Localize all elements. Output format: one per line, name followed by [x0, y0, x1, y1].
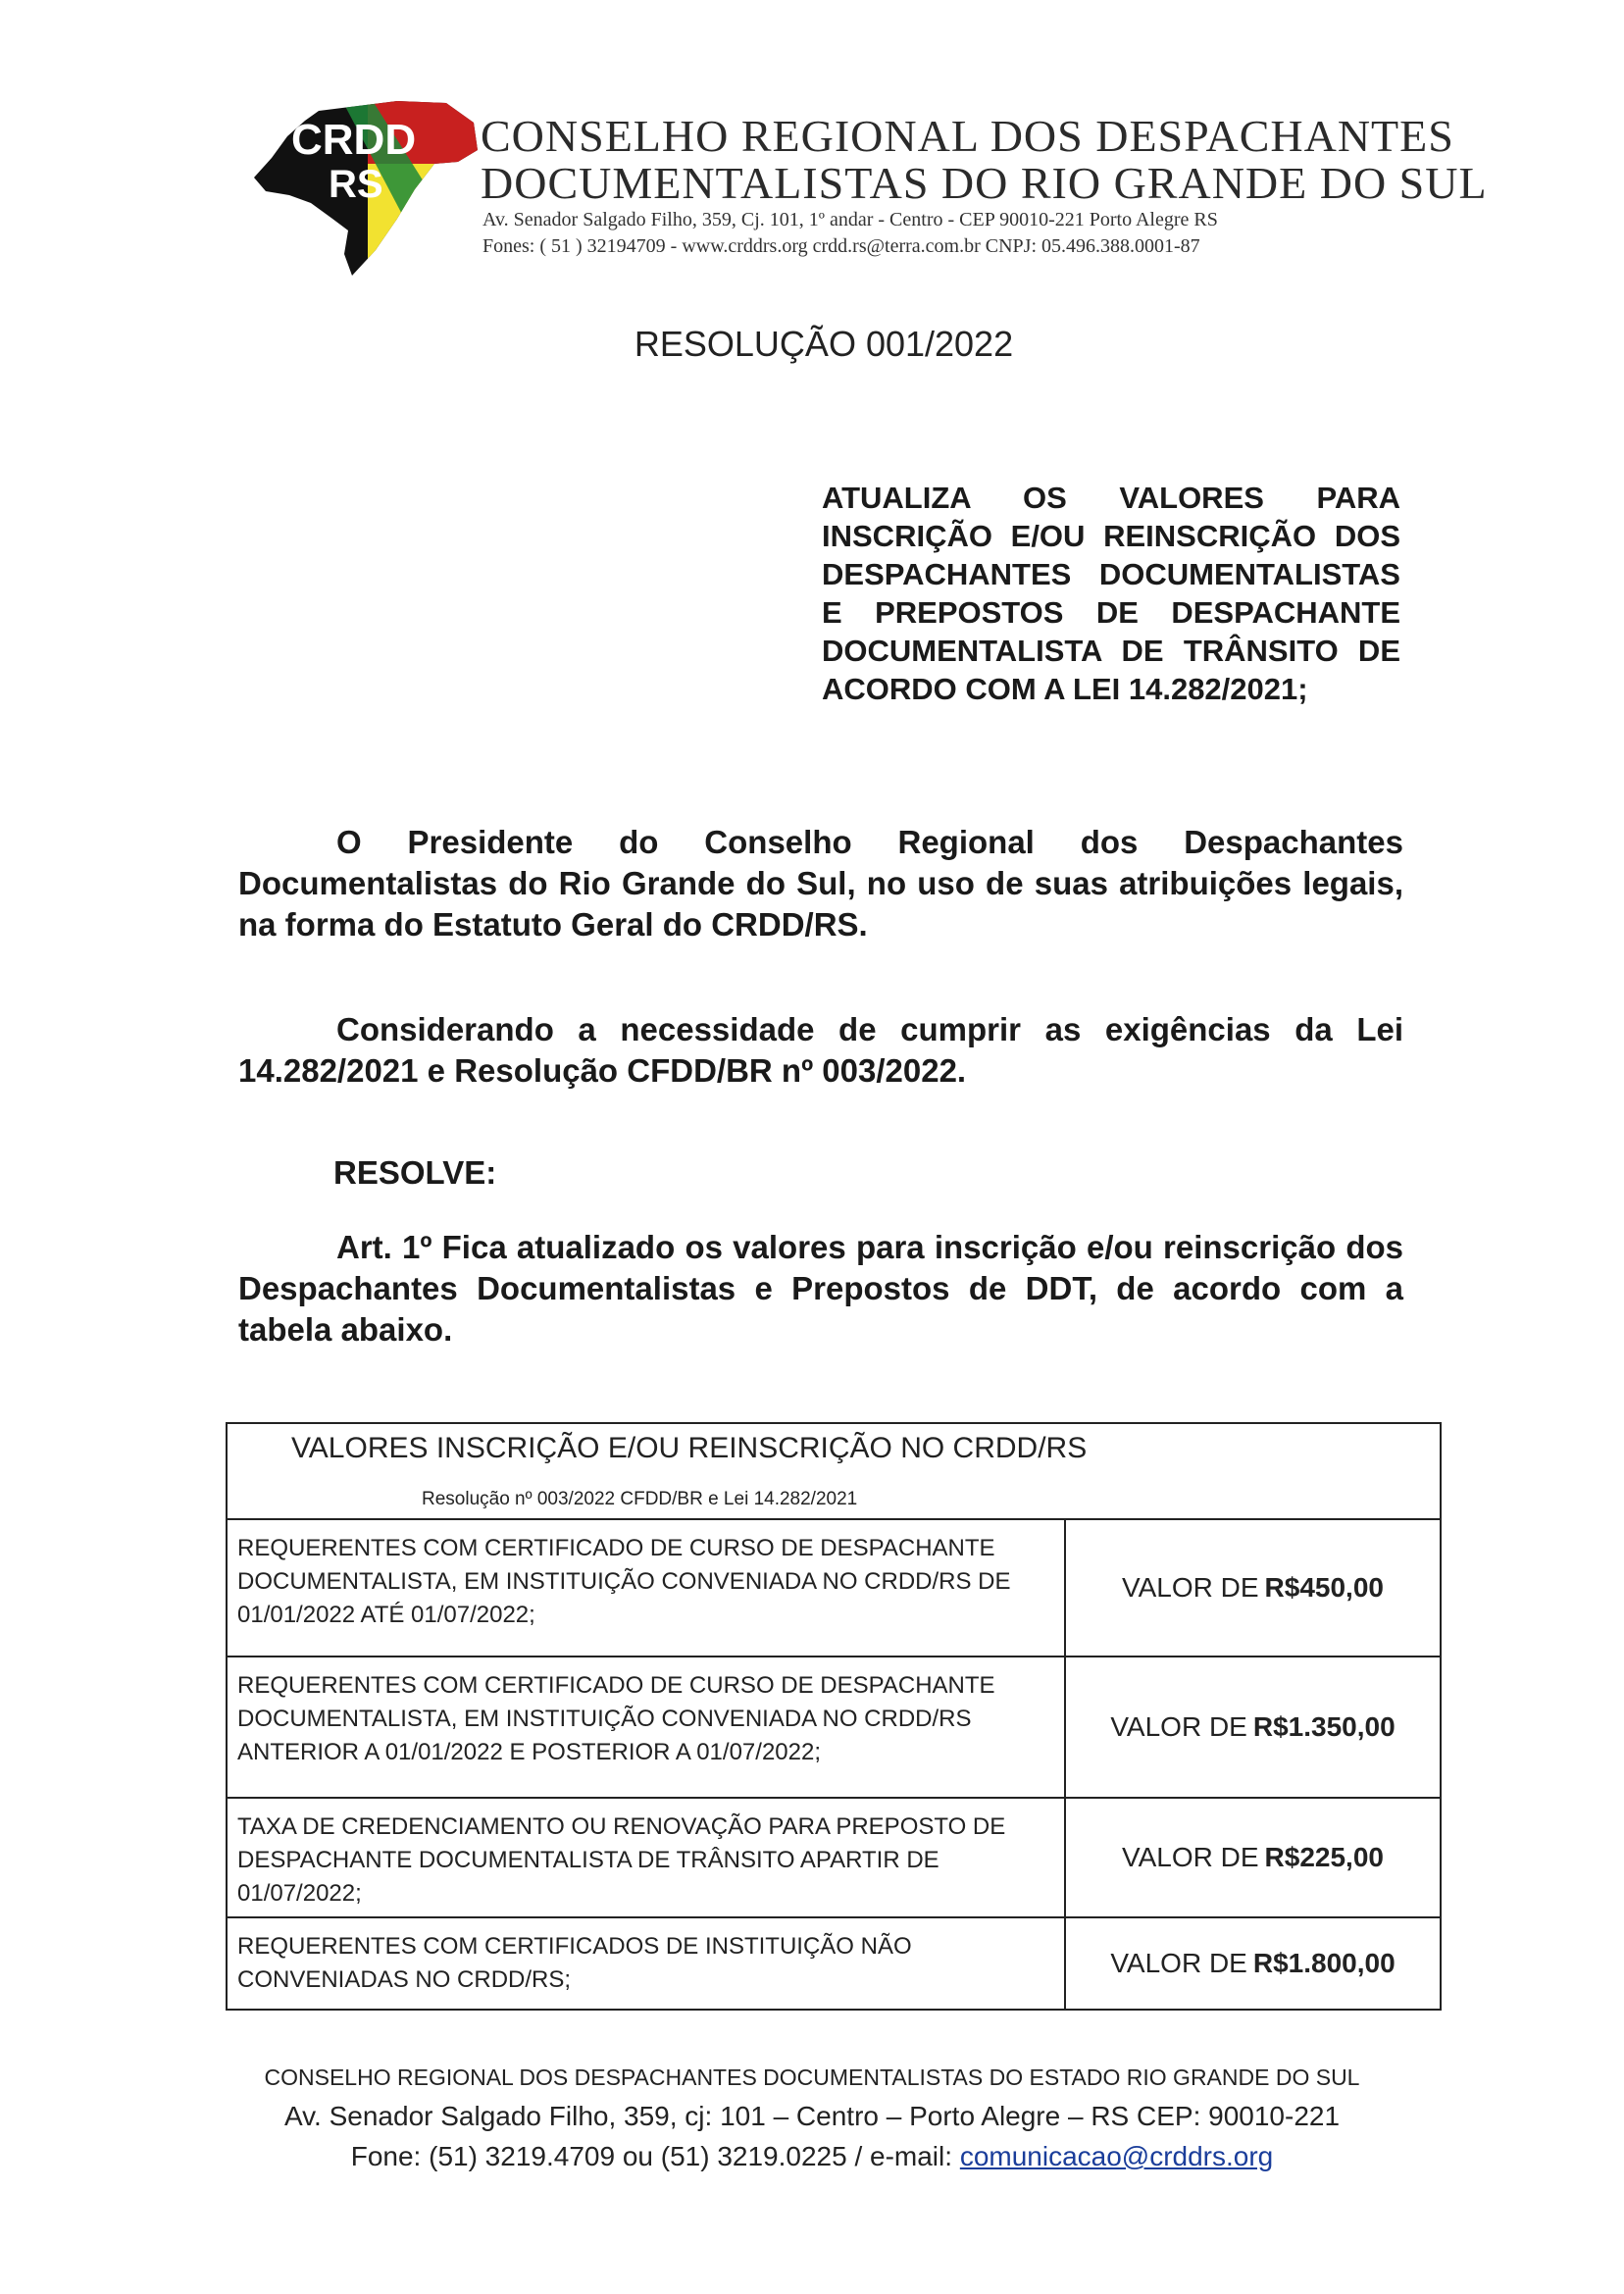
table-row — [228, 1799, 1440, 1918]
row-value-amount: R$1.800,00 — [1252, 1948, 1396, 1978]
row-value-prefix: VALOR DE — [1122, 1842, 1259, 1872]
row-value-prefix: VALOR DE — [1110, 1948, 1247, 1978]
row-value — [1066, 1520, 1440, 1656]
crdd-rs-logo — [250, 93, 485, 280]
row-value — [1066, 1799, 1440, 1916]
letterhead-name-line2: DOCUMENTALISTAS DO RIO GRANDE DO SUL — [481, 158, 1488, 208]
paragraph-considerando — [238, 1009, 1403, 1092]
letterhead-name-line1: CONSELHO REGIONAL DOS DESPACHANTES — [481, 111, 1454, 161]
table-row — [228, 1918, 1440, 2009]
row-description: REQUERENTES COM CERTIFICADO DE CURSO DE DESPACHANTE DOCUMENTALISTA, EM INSTITUIÇÃO CONVENIADA NO CRDD/RS DE 01/01/2022 ATÉ 01/07/2022; — [228, 1520, 1066, 1656]
fees-table-title: VALORES INSCRIÇÃO E/OU REINSCRIÇÃO NO CRDD/RS — [291, 1432, 1088, 1464]
row-value-amount: R$450,00 — [1264, 1572, 1384, 1603]
paragraph-preamble — [238, 822, 1403, 945]
letterhead-address: Av. Senador Salgado Filho, 359, Cj. 101, 1º andar - Centro - CEP 90010-221 Porto Alegre RS — [482, 209, 1218, 230]
row-value-prefix: VALOR DE — [1122, 1572, 1259, 1603]
fees-table — [226, 1422, 1442, 2011]
row-description: TAXA DE CREDENCIAMENTO OU RENOVAÇÃO PARA PREPOSTO DE DESPACHANTE DOCUMENTALISTA DE TRÂNSITO APARTIR DE 01/07/2022; — [228, 1799, 1066, 1916]
paragraph-article-1-text: Art. 1º Fica atualizado os valores para inscrição e/ou reinscrição dos Despachantes Documentalistas e Prepostos de DDT, de acordo com a tabela abaixo. — [238, 1229, 1403, 1348]
row-value — [1066, 1918, 1440, 2009]
paragraph-considerando-text: Considerando a necessidade de cumprir as exigências da Lei 14.282/2021 e Resolução CFDD/BR nº 003/2022. — [238, 1011, 1403, 1089]
footer-email-link[interactable]: comunicacao@crddrs.org — [959, 2141, 1274, 2171]
row-value-prefix: VALOR DE — [1110, 1711, 1247, 1742]
table-row — [228, 1520, 1440, 1657]
row-value-amount: R$225,00 — [1264, 1842, 1384, 1872]
footer-contact — [0, 2141, 1624, 2172]
letterhead-contact: Fones: ( 51 ) 32194709 - www.crddrs.org crdd.rs@terra.com.br CNPJ: 05.496.388.0001-87 — [482, 235, 1200, 257]
document-title-text: RESOLUÇÃO 001/2022 — [634, 324, 1014, 364]
document-title — [0, 324, 1624, 365]
paragraph-resolve: RESOLVE: — [333, 1154, 497, 1191]
footer-address: Av. Senador Salgado Filho, 359, cj: 101 – Centro – Porto Alegre – RS CEP: 90010-221 — [283, 2101, 1341, 2131]
row-value-amount: R$1.350,00 — [1252, 1711, 1396, 1742]
row-description: REQUERENTES COM CERTIFICADO DE CURSO DE DESPACHANTE DOCUMENTALISTA, EM INSTITUIÇÃO CONVENIADA NO CRDD/RS ANTERIOR A 01/01/2022 E POSTERIOR A 01/07/2022; — [228, 1657, 1066, 1797]
row-description: REQUERENTES COM CERTIFICADOS DE INSTITUIÇÃO NÃO CONVENIADAS NO CRDD/RS; — [228, 1918, 1066, 2009]
footer-phones: Fone: (51) 3219.4709 ou (51) 3219.0225 / e-mail: — [350, 2141, 960, 2171]
footer-org-name: CONSELHO REGIONAL DOS DESPACHANTES DOCUMENTALISTAS DO ESTADO RIO GRANDE DO SUL — [264, 2065, 1360, 2090]
table-row — [228, 1657, 1440, 1799]
ementa: ATUALIZA OS VALORES PARA INSCRIÇÃO E/OU REINSCRIÇÃO DOS DESPACHANTES DOCUMENTALISTAS E PREPOSTOS DE DESPACHANTE DOCUMENTALISTA DE TRÂNSITO DE ACORDO COM A LEI 14.282/2021; — [822, 481, 1400, 706]
fees-table-header — [228, 1424, 1440, 1520]
paragraph-preamble-text: O Presidente do Conselho Regional dos Despachantes Documentalistas do Rio Grande do Sul, no uso de suas atribuições legais, na forma do Estatuto Geral do CRDD/RS. — [238, 824, 1403, 943]
fees-table-subtitle: Resolução nº 003/2022 CFDD/BR e Lei 14.282/2021 — [422, 1489, 858, 1509]
logo-text-top: CRDD — [291, 116, 417, 164]
paragraph-article-1 — [238, 1227, 1403, 1351]
logo-text-bottom: RS — [329, 163, 383, 206]
row-value — [1066, 1657, 1440, 1797]
